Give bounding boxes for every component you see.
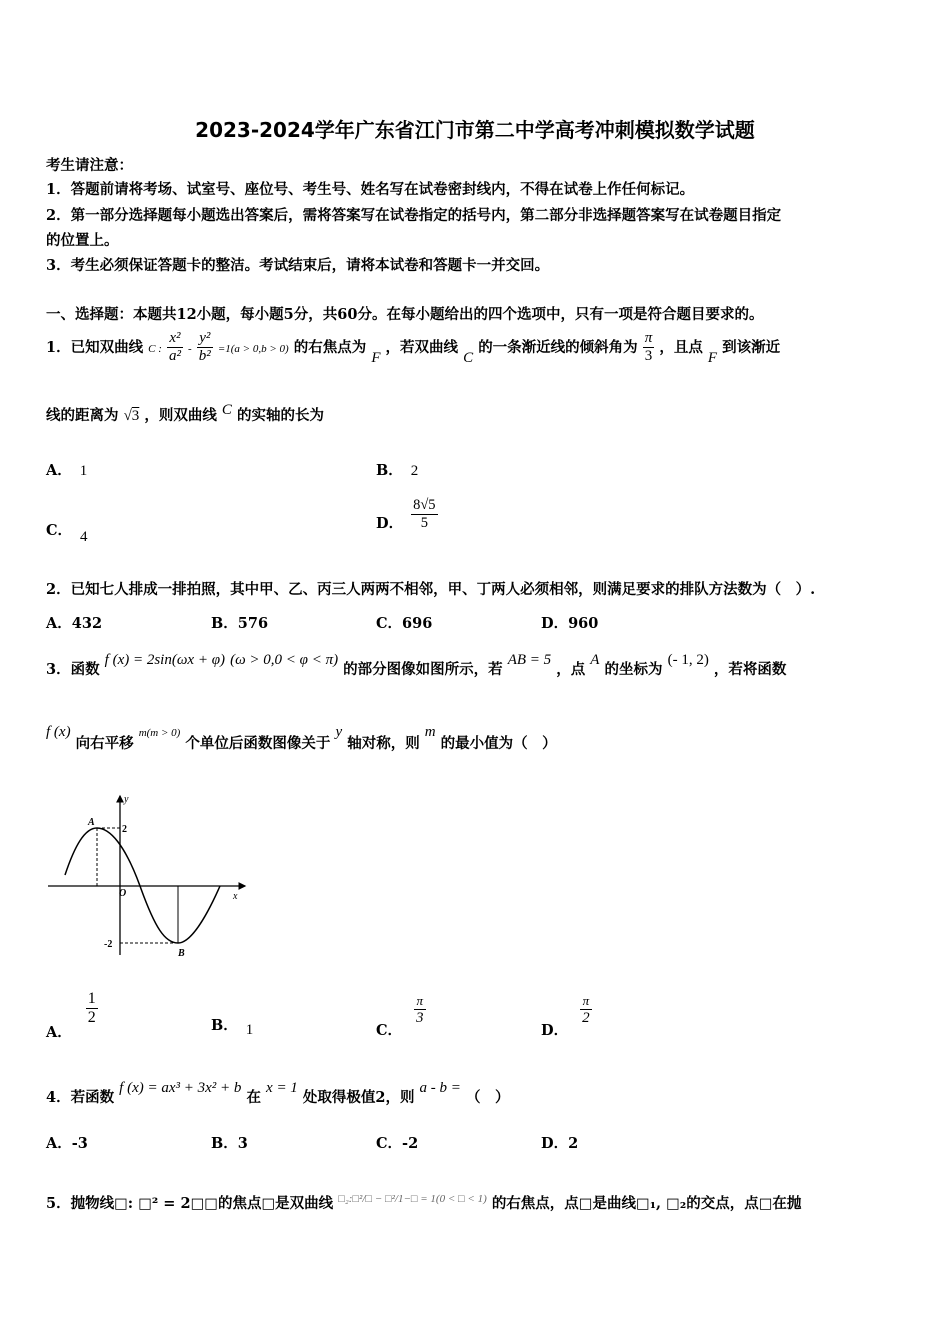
q2-option-c[interactable]: C．696 (376, 615, 433, 632)
question-5-text: 5．抛物线□: □² = 2□□的焦点□是双曲线 □₂:□²/□ − □²/1−□ = 1(0 < □ < 1) 的右焦点，点□是曲线□₁, □₂的交点，点□在抛 (46, 1193, 802, 1212)
q4-option-d[interactable]: D．2 (541, 1135, 579, 1152)
label-y: y (124, 794, 129, 805)
q1-option-c[interactable]: C． 4 (46, 522, 88, 545)
label-neg-two: -2 (104, 939, 113, 950)
label-b: B (178, 948, 185, 959)
q2-option-d[interactable]: D．960 (541, 615, 599, 632)
q4-option-c[interactable]: C．-2 (376, 1135, 419, 1152)
section-heading: 一、选择题：本题共12小题，每小题5分，共60分。在每小题给出的四个选项中，只有一项是符合题目要求的。 (46, 306, 764, 323)
question-2-text: 2．已知七人排成一排拍照，其中甲、乙、丙三人两两不相邻，甲、丁两人必须相邻，则满足要求的排队方法数为（ ）. (46, 581, 816, 598)
q3-option-a[interactable]: A． $\frac{1}{2}$ (46, 990, 96, 1041)
x2-over-a2: $\frac{\text{x²}}{\text{a²}}$ (168, 330, 181, 365)
q1-option-a[interactable]: A． 1 (46, 462, 88, 479)
sine-graph (40, 790, 260, 970)
question-4-text: 4．若函数 f (x) = ax³ + 3x² + b 在 x = 1 处取得极值2，则 a - b = （ ） (46, 1080, 510, 1106)
question-3-line-2: f (x) 向右平移 m(m > 0) 个单位后函数图像关于 y 轴对称，则 m 的最小值为（ ） (46, 724, 557, 752)
q4-option-b[interactable]: B．3 (211, 1135, 248, 1152)
q3-option-d[interactable]: D． $\frac{\pi}{2}$ (541, 993, 590, 1039)
pi-over-3: $\frac{\pi}{3}$ (644, 330, 653, 365)
question-1-line-2: 线的距离为 √3 ，则双曲线 C 的实轴的长为 (46, 402, 324, 424)
q4-option-a[interactable]: A．-3 (46, 1135, 88, 1152)
label-two: 2 (122, 824, 127, 835)
notice-item-1: 1．答题前请将考场、试室号、座位号、考生号、姓名写在试卷密封线内，不得在试卷上作任何标记。 (46, 181, 695, 198)
notice-item-2: 2．第一部分选择题每小题选出答案后，需将答案写在试卷指定的括号内，第二部分非选择题答案写在试卷题目指定 (46, 207, 782, 224)
notice-item-3: 3．考生必须保证答题卡的整洁。考试结束后，请将本试卷和答题卡一并交回。 (46, 257, 550, 274)
q1-option-b[interactable]: B． 2 (376, 462, 419, 479)
question-1-line-1: 1．已知双曲线 C : $\frac{\text{x²}}{\text{a²}}$ - $\frac{\text{y²}}{\text{b²}}$ =1(a > 0,b > 0) 的右焦点为 F ，若双曲线 C 的一条渐近线的倾斜角为 $\frac{\pi}{3}$ ，且点 F 到该渐近 (46, 330, 781, 366)
q1-option-d[interactable]: D． $\frac{8√5}{5}$ (376, 497, 436, 533)
q3-option-c[interactable]: C． $\frac{\pi}{3}$ (376, 993, 424, 1039)
question-3-line-1: 3．函数 f (x) = 2sin(ωx + φ) (ω > 0,0 < φ < π) 的部分图像如图所示，若 AB = 5 ，点 A 的坐标为 (- 1, 2) ，若将函数 (46, 652, 787, 678)
q2-option-a[interactable]: A．432 (46, 615, 103, 632)
y2-over-b2: $\frac{\text{y²}}{\text{b²}}$ (198, 330, 211, 365)
q2-option-b[interactable]: B．576 (211, 615, 269, 632)
q3-option-b[interactable]: B． 1 (211, 1017, 254, 1038)
label-a: A (88, 817, 95, 828)
label-x: x (233, 891, 238, 902)
notice-item-2-cont: 的位置上。 (46, 232, 119, 249)
sqrt-3: √3 (123, 408, 140, 424)
label-o: O (119, 888, 127, 899)
notice-heading: 考生请注意： (46, 157, 133, 174)
page-title: 2023-2024学年广东省江门市第二中学高考冲刺模拟数学试题 (195, 118, 755, 142)
